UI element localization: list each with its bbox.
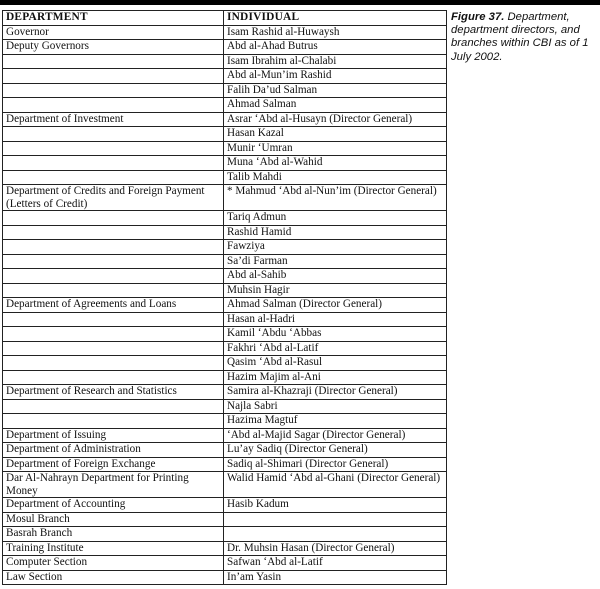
table-row <box>3 83 447 98</box>
figure-caption <box>451 11 597 64</box>
department-cell <box>3 356 224 371</box>
individual-cell: Qasim ‘Abd al-Rasul <box>224 356 447 371</box>
individual-cell <box>224 512 447 527</box>
table-row <box>3 428 447 443</box>
department-cell <box>3 54 224 69</box>
table-row <box>3 240 447 255</box>
department-cell <box>3 225 224 240</box>
individual-cell: Sa’di Farman <box>224 254 447 269</box>
individual-cell: Hasan al-Hadri <box>224 312 447 327</box>
table-row <box>3 269 447 284</box>
individual-cell: Lu’ay Sadiq (Director General) <box>224 443 447 458</box>
department-cell: Department of Credits and Foreign Payment (Letters of Credit) <box>3 185 224 211</box>
table-row <box>3 341 447 356</box>
department-cell: Training Institute <box>3 541 224 556</box>
table-row <box>3 385 447 400</box>
table-row <box>3 472 447 498</box>
department-column-header: DEPARTMENT <box>3 11 224 26</box>
department-cell: Deputy Governors <box>3 40 224 55</box>
individual-cell: ‘Abd al-Majid Sagar (Director General) <box>224 428 447 443</box>
table-header-row <box>3 11 447 26</box>
department-cell <box>3 211 224 226</box>
table-row <box>3 527 447 542</box>
table-body <box>3 25 447 585</box>
department-cell <box>3 399 224 414</box>
department-cell: Dar Al-Nahrayn Department for Printing Money <box>3 472 224 498</box>
department-cell <box>3 69 224 84</box>
individual-cell: Ahmad Salman (Director General) <box>224 298 447 313</box>
table-row <box>3 312 447 327</box>
individual-cell: Falih Da’ud Salman <box>224 83 447 98</box>
individual-cell: Safwan ‘Abd al-Latif <box>224 556 447 571</box>
table-row <box>3 498 447 513</box>
table-row <box>3 225 447 240</box>
department-cell: Department of Agreements and Loans <box>3 298 224 313</box>
individual-cell: Fawziya <box>224 240 447 255</box>
individual-cell: Dr. Muhsin Hasan (Director General) <box>224 541 447 556</box>
department-cell <box>3 269 224 284</box>
directory-table <box>2 10 447 585</box>
table-row <box>3 141 447 156</box>
department-cell <box>3 83 224 98</box>
individual-cell: Isam Ibrahim al-Chalabi <box>224 54 447 69</box>
figure-caption-text: Department, department directors, and branches within CBI as of 1 July 2002. <box>451 11 589 63</box>
individual-cell: In’am Yasin <box>224 570 447 585</box>
department-cell <box>3 141 224 156</box>
department-cell <box>3 312 224 327</box>
department-cell <box>3 370 224 385</box>
individual-cell: Fakhri ‘Abd al-Latif <box>224 341 447 356</box>
individual-cell: Kamil ‘Abdu ‘Abbas <box>224 327 447 342</box>
individual-cell: Hazim Majim al-Ani <box>224 370 447 385</box>
table-row <box>3 283 447 298</box>
department-cell <box>3 240 224 255</box>
department-cell <box>3 170 224 185</box>
table-row <box>3 556 447 571</box>
table-row <box>3 327 447 342</box>
department-cell: Department of Accounting <box>3 498 224 513</box>
department-cell: Law Section <box>3 570 224 585</box>
individual-column-header: INDIVIDUAL <box>224 11 447 26</box>
individual-cell: Walid Hamid ‘Abd al-Ghani (Director General) <box>224 472 447 498</box>
department-cell <box>3 254 224 269</box>
department-cell <box>3 414 224 429</box>
department-cell: Basrah Branch <box>3 527 224 542</box>
department-cell: Department of Research and Statistics <box>3 385 224 400</box>
department-cell <box>3 156 224 171</box>
department-cell <box>3 341 224 356</box>
department-cell <box>3 127 224 142</box>
top-rule <box>0 0 600 5</box>
table-row <box>3 414 447 429</box>
department-cell <box>3 283 224 298</box>
table-row <box>3 356 447 371</box>
individual-cell: Muna ‘Abd al-Wahid <box>224 156 447 171</box>
table-row <box>3 54 447 69</box>
department-cell: Computer Section <box>3 556 224 571</box>
individual-cell: Abd al-Ahad Butrus <box>224 40 447 55</box>
table-row <box>3 298 447 313</box>
table-row <box>3 370 447 385</box>
individual-cell: Ahmad Salman <box>224 98 447 113</box>
table-row <box>3 112 447 127</box>
table-row <box>3 185 447 211</box>
department-cell: Department of Investment <box>3 112 224 127</box>
department-cell <box>3 327 224 342</box>
individual-cell <box>224 527 447 542</box>
table-row <box>3 457 447 472</box>
department-cell: Department of Issuing <box>3 428 224 443</box>
table-row <box>3 399 447 414</box>
individual-cell: Najla Sabri <box>224 399 447 414</box>
table-row <box>3 156 447 171</box>
department-cell: Mosul Branch <box>3 512 224 527</box>
individual-cell: Sadiq al-Shimari (Director General) <box>224 457 447 472</box>
individual-cell: * Mahmud ‘Abd al-Nun’im (Director General) <box>224 185 447 211</box>
table-row <box>3 127 447 142</box>
individual-cell: Hasan Kazal <box>224 127 447 142</box>
individual-cell: Samira al-Khazraji (Director General) <box>224 385 447 400</box>
table-row <box>3 254 447 269</box>
table-row <box>3 512 447 527</box>
individual-cell: Hasib Kadum <box>224 498 447 513</box>
individual-cell: Muhsin Hagir <box>224 283 447 298</box>
individual-cell: Isam Rashid al-Huwaysh <box>224 25 447 40</box>
table-row <box>3 570 447 585</box>
table-row <box>3 40 447 55</box>
department-cell: Department of Administration <box>3 443 224 458</box>
individual-cell: Rashid Hamid <box>224 225 447 240</box>
department-cell: Governor <box>3 25 224 40</box>
table-row <box>3 541 447 556</box>
table-row <box>3 69 447 84</box>
individual-cell: Asrar ‘Abd al-Husayn (Director General) <box>224 112 447 127</box>
department-cell: Department of Foreign Exchange <box>3 457 224 472</box>
individual-cell: Tariq Admun <box>224 211 447 226</box>
table-row <box>3 98 447 113</box>
table-row <box>3 443 447 458</box>
individual-cell: Talib Mahdi <box>224 170 447 185</box>
table-row <box>3 211 447 226</box>
individual-cell: Abd al-Mun’im Rashid <box>224 69 447 84</box>
table-row <box>3 170 447 185</box>
individual-cell: Munir ‘Umran <box>224 141 447 156</box>
individual-cell: Hazima Magtuf <box>224 414 447 429</box>
department-cell <box>3 98 224 113</box>
figure-label: Figure 37. <box>451 11 505 23</box>
individual-cell: Abd al-Sahib <box>224 269 447 284</box>
table-row <box>3 25 447 40</box>
